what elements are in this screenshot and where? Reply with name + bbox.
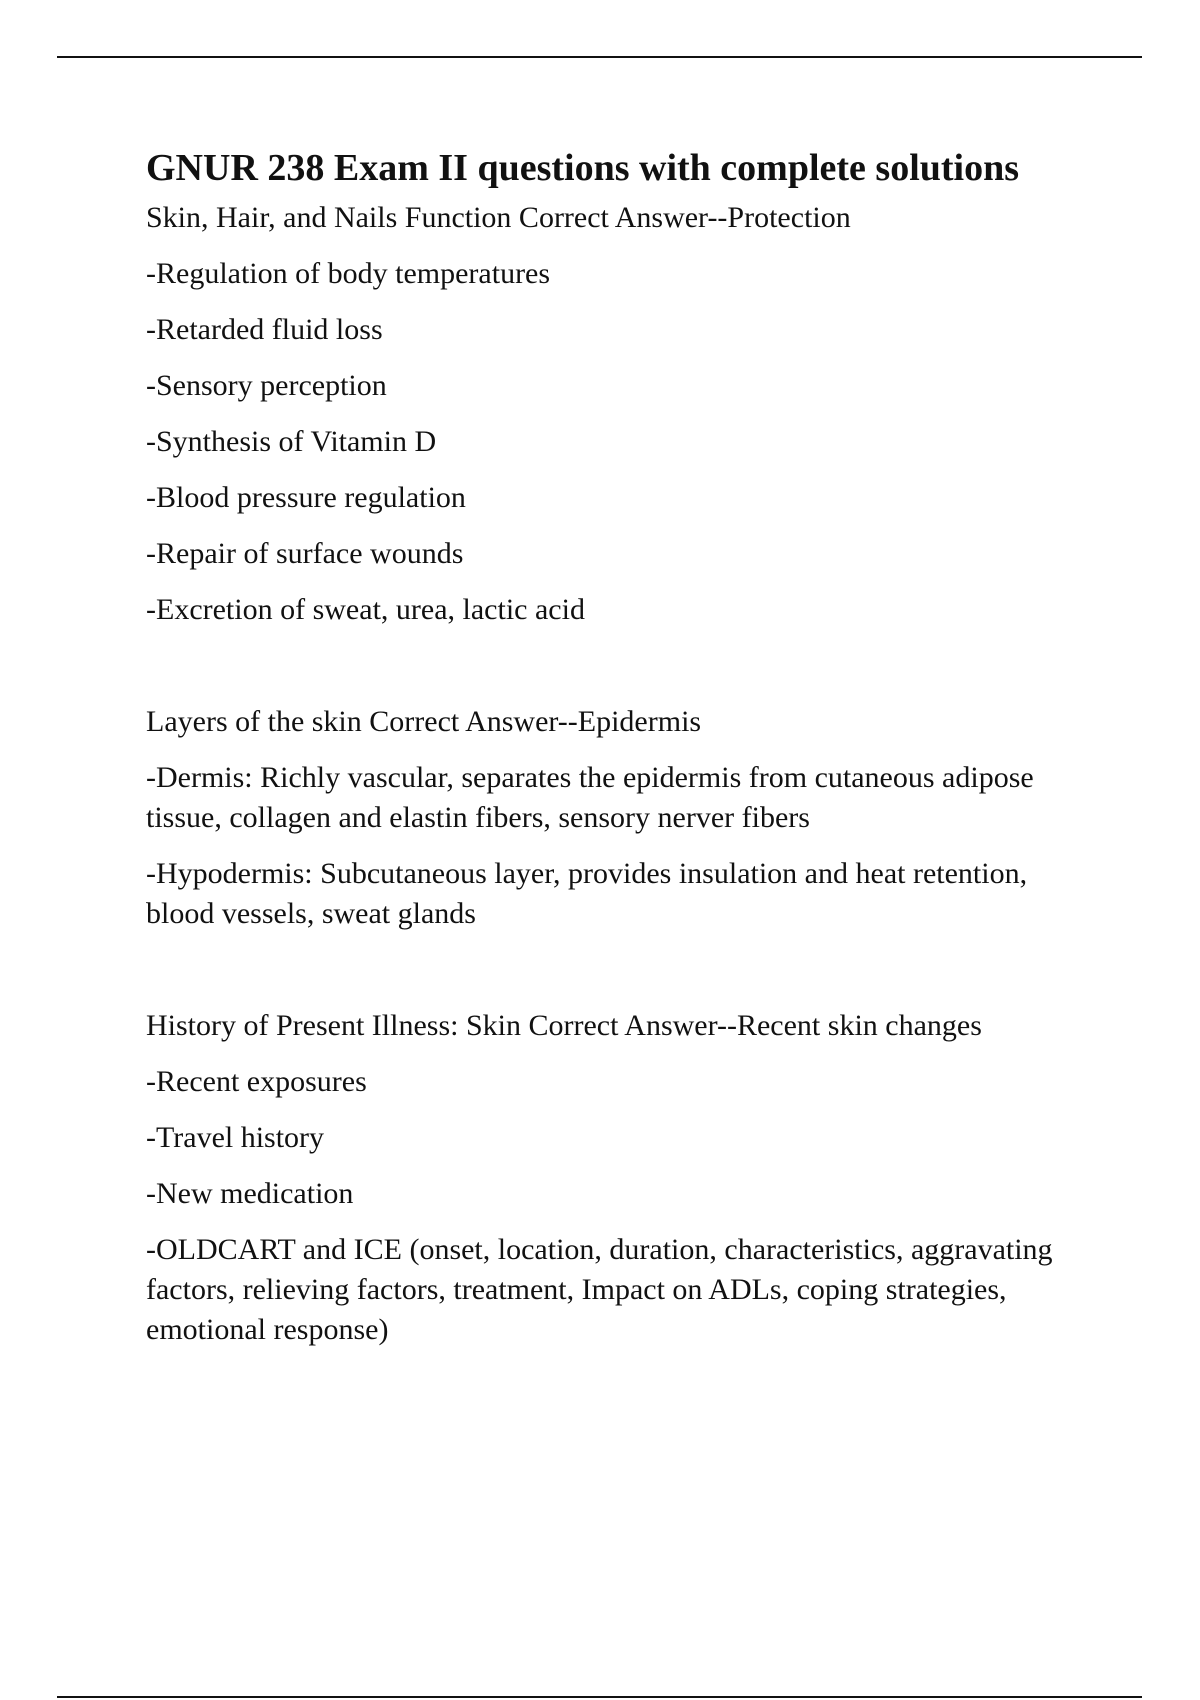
header-rule: [57, 56, 1142, 58]
question-line: History of Present Illness: Skin Correct Answer--Recent skin changes: [146, 1009, 982, 1042]
section-history-present-illness: [146, 1006, 1086, 1350]
question-line: Layers of the skin Correct Answer--Epidermis: [146, 705, 702, 738]
answer-line: -Regulation of body temperatures: [146, 257, 551, 290]
answer-line: -Blood pressure regulation: [146, 481, 466, 514]
answer-line: -Dermis: Richly vascular, separates the epidermis from cutaneous adipose tissue, collagen and elastin fibers, sensory nerver fibers: [146, 761, 1034, 834]
question-line: Skin, Hair, and Nails Function Correct Answer--Protection: [146, 201, 851, 234]
answer-line: -OLDCART and ICE (onset, location, duration, characteristics, aggravating factors, relieving factors, treatment, Impact on ADLs, coping strategies, emotional response): [146, 1233, 1053, 1346]
answer-line: -Hypodermis: Subcutaneous layer, provides insulation and heat retention, blood vessels, sweat glands: [146, 857, 1028, 930]
footer-rule: [57, 1696, 1142, 1698]
answer-line: -Travel history: [146, 1121, 325, 1154]
document-title: GNUR 238 Exam II questions with complete solutions: [146, 147, 1020, 189]
section-gap: [146, 950, 1086, 1006]
answer-line: -Sensory perception: [146, 369, 387, 402]
answer-line: -Recent exposures: [146, 1065, 367, 1098]
document-body: [146, 142, 1086, 1366]
answer-line: -Synthesis of Vitamin D: [146, 425, 437, 458]
section-skin-layers: [146, 702, 1086, 934]
section-skin-function: [146, 198, 1086, 630]
answer-line: -Retarded fluid loss: [146, 313, 383, 346]
section-gap: [146, 646, 1086, 702]
answer-line: -Repair of surface wounds: [146, 537, 464, 570]
answer-line: -Excretion of sweat, urea, lactic acid: [146, 593, 585, 626]
answer-line: -New medication: [146, 1177, 354, 1210]
